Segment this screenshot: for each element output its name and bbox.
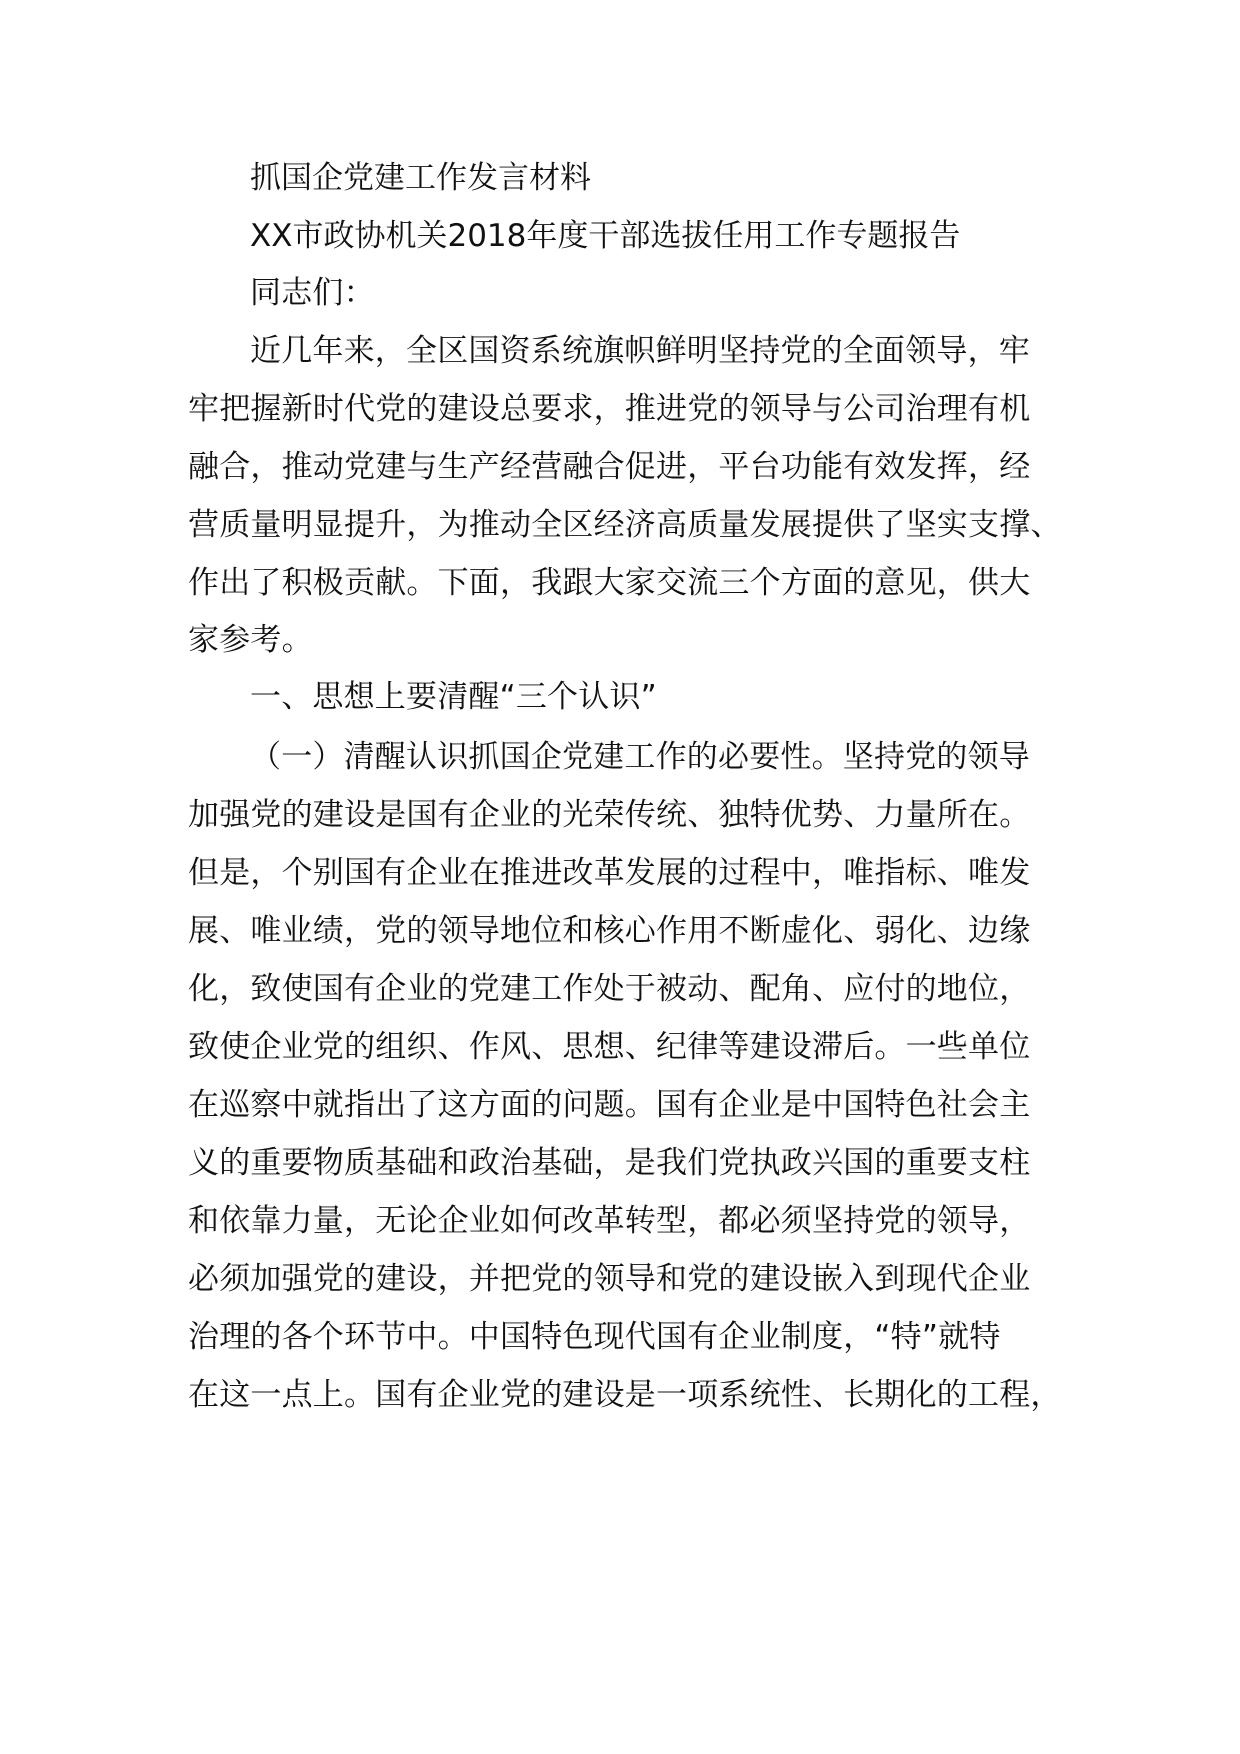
document-title: 抓国企党建工作发言材料 bbox=[250, 160, 591, 196]
paragraph-line: 和依靠力量，无论企业如何改革转型，都必须坚持党的领导， bbox=[188, 1203, 1031, 1239]
paragraph-line: 义的重要物质基础和政治基础，是我们党执政兴国的重要支柱 bbox=[188, 1145, 1031, 1181]
paragraph-line: 在巡察中就指出了这方面的问题。国有企业是中国特色社会主 bbox=[188, 1087, 1031, 1123]
section-heading: 一、思想上要清醒“三个认识” bbox=[250, 679, 657, 715]
paragraph-line: （一）清醒认识抓国企党建工作的必要性。坚持党的领导 bbox=[250, 739, 1030, 775]
paragraph-line: 化，致使国有企业的党建工作处于被动、配角、应付的地位， bbox=[188, 971, 1031, 1007]
document-subtitle: XX市政协机关2018年度干部选拔任用工作专题报告 bbox=[250, 218, 961, 254]
paragraph-line: 但是，个别国有企业在推进改革发展的过程中，唯指标、唯发 bbox=[188, 855, 1031, 891]
paragraph-line: 营质量明显提升，为推动全区经济高质量发展提供了坚实支撑、 bbox=[188, 507, 1062, 543]
paragraph-line: 牢把握新时代党的建设总要求，推进党的领导与公司治理有机 bbox=[188, 391, 1031, 427]
paragraph-line: 融合，推动党建与生产经营融合促进，平台功能有效发挥，经 bbox=[188, 449, 1031, 485]
paragraph-line: 展、唯业绩，党的领导地位和核心作用不断虚化、弱化、边缘 bbox=[188, 913, 1031, 949]
salutation: 同志们： bbox=[250, 275, 375, 311]
paragraph-line: 作出了积极贡献。下面，我跟大家交流三个方面的意见，供大 bbox=[188, 565, 1031, 601]
paragraph-line: 加强党的建设是国有企业的光荣传统、独特优势、力量所在。 bbox=[188, 797, 1031, 833]
paragraph-line: 致使企业党的组织、作风、思想、纪律等建设滞后。一些单位 bbox=[188, 1029, 1031, 1065]
paragraph-line: 家参考。 bbox=[188, 622, 313, 658]
paragraph-line: 治理的各个环节中。中国特色现代国有企业制度，“特”就特 bbox=[188, 1319, 1001, 1355]
paragraph-line: 近几年来，全区国资系统旗帜鲜明坚持党的全面领导，牢 bbox=[250, 333, 1030, 369]
paragraph-line: 必须加强党的建设，并把党的领导和党的建设嵌入到现代企业 bbox=[188, 1261, 1031, 1297]
paragraph-line: 在这一点上。国有企业党的建设是一项系统性、长期化的工程， bbox=[188, 1377, 1062, 1413]
